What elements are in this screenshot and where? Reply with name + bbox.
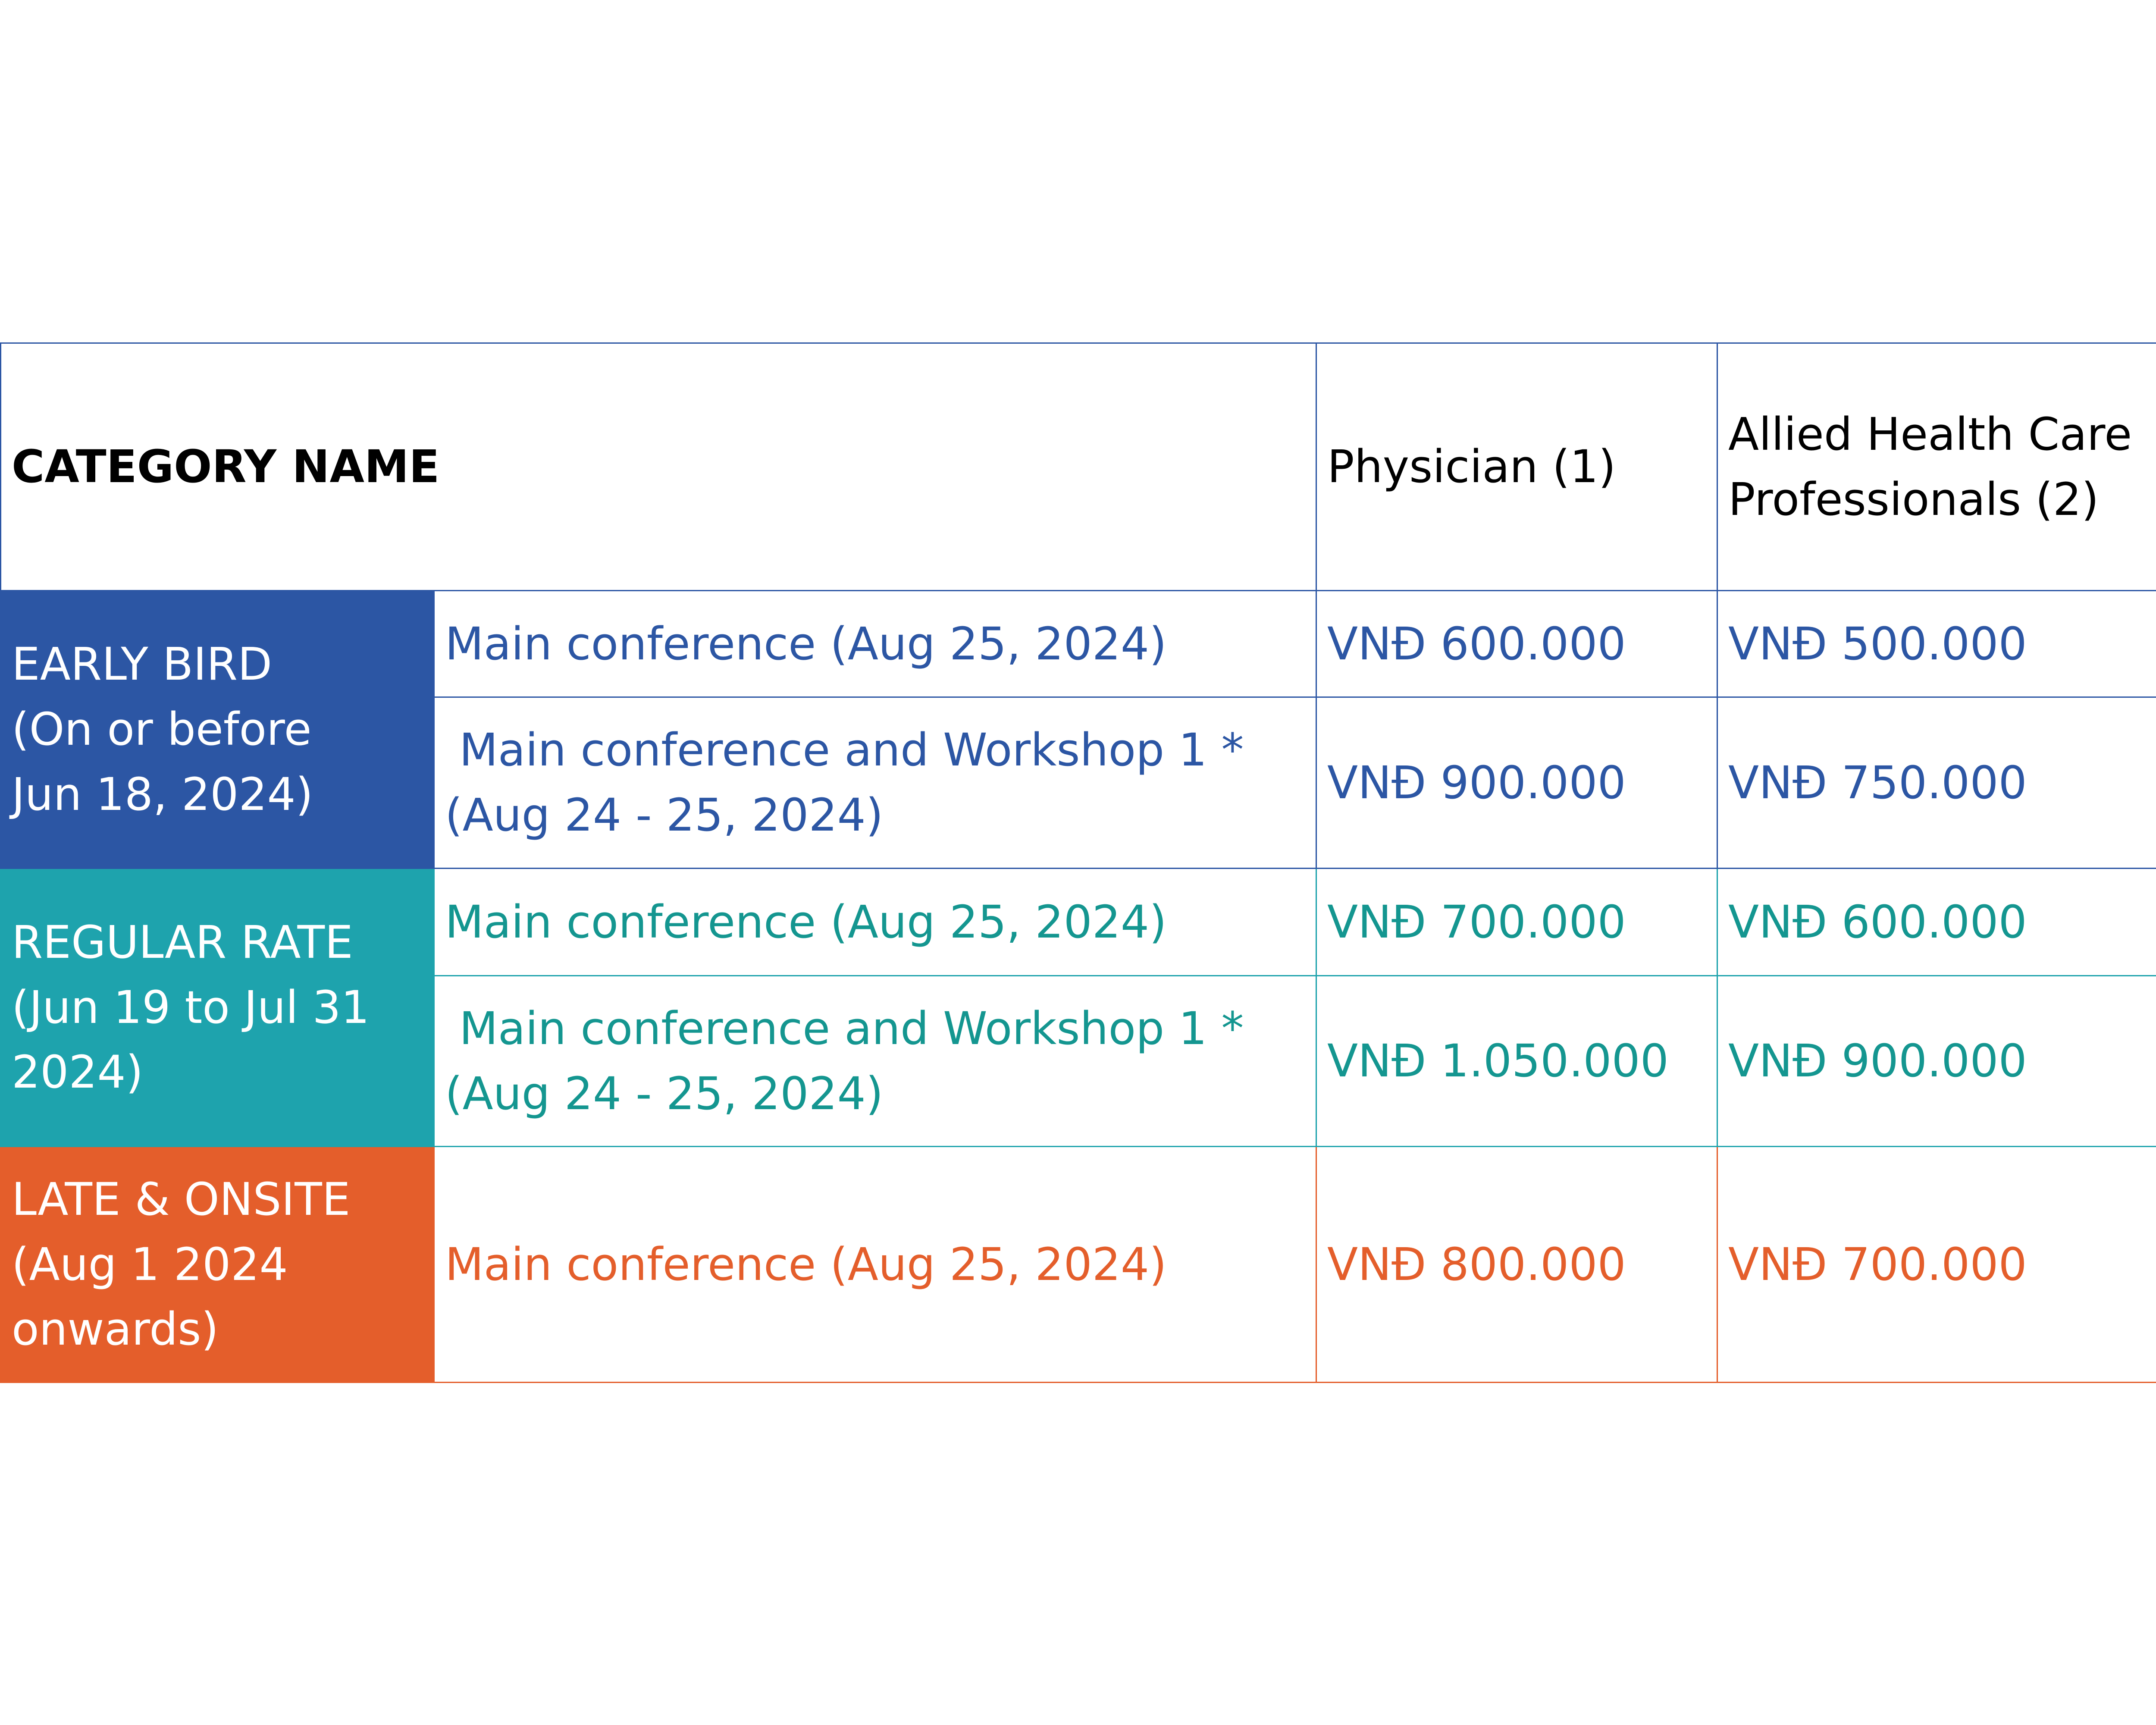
regular-rate-label: REGULAR RATE [12, 916, 353, 969]
allied-header-line-1: Allied Health Care [1728, 408, 2132, 461]
category-name-header: CATEGORY NAME [1, 343, 1316, 591]
physician-price: VNĐ 900.000 [1316, 697, 1717, 869]
item-cell: Main conference (Aug 25, 2024) [434, 1147, 1316, 1383]
item-cell [434, 697, 1316, 869]
item-line-1: Main conference and Workshop 1 * [445, 1002, 1244, 1055]
allied-price: VNĐ 700.000 [1717, 1147, 2156, 1383]
physician-price: VNĐ 800.000 [1316, 1147, 1717, 1383]
late-onsite-date-line-2: onwards) [12, 1303, 219, 1356]
physician-price: VNĐ 700.000 [1316, 869, 1717, 976]
regular-rate-date-line-2: 2024) [12, 1046, 144, 1099]
item-cell [434, 976, 1316, 1147]
early-bird-label: EARLY BIRD [12, 638, 273, 691]
registration-fee-table [0, 342, 2156, 1383]
item-line-2: (Aug 24 - 25, 2024) [445, 789, 884, 841]
table-row [1, 1147, 2156, 1383]
regular-rate-date-line-1: (Jun 19 to Jul 31 [12, 981, 370, 1034]
allied-price: VNĐ 750.000 [1717, 697, 2156, 869]
table-row [1, 869, 2156, 976]
item-cell: Main conference (Aug 25, 2024) [434, 591, 1316, 697]
early-bird-date-line-2: Jun 18, 2024) [12, 768, 313, 821]
late-onsite-category [1, 1147, 434, 1383]
allied-header-line-2: Professionals (2) [1728, 473, 2099, 526]
table-row [1, 591, 2156, 697]
late-onsite-date-line-1: (Aug 1 2024 [12, 1238, 288, 1291]
allied-price: VNĐ 900.000 [1717, 976, 2156, 1147]
regular-rate-category [1, 869, 434, 1147]
table-header-row [1, 343, 2156, 591]
allied-price: VNĐ 500.000 [1717, 591, 2156, 697]
late-onsite-label: LATE & ONSITE [12, 1173, 351, 1226]
allied-price: VNĐ 600.000 [1717, 869, 2156, 976]
allied-header [1717, 343, 2156, 591]
item-cell: Main conference (Aug 25, 2024) [434, 869, 1316, 976]
item-line-2: (Aug 24 - 25, 2024) [445, 1067, 884, 1120]
early-bird-date-line-1: (On or before [12, 703, 312, 756]
physician-header: Physician (1) [1316, 343, 1717, 591]
physician-price: VNĐ 1.050.000 [1316, 976, 1717, 1147]
early-bird-category [1, 591, 434, 869]
physician-price: VNĐ 600.000 [1316, 591, 1717, 697]
item-line-1: Main conference and Workshop 1 * [445, 724, 1244, 777]
